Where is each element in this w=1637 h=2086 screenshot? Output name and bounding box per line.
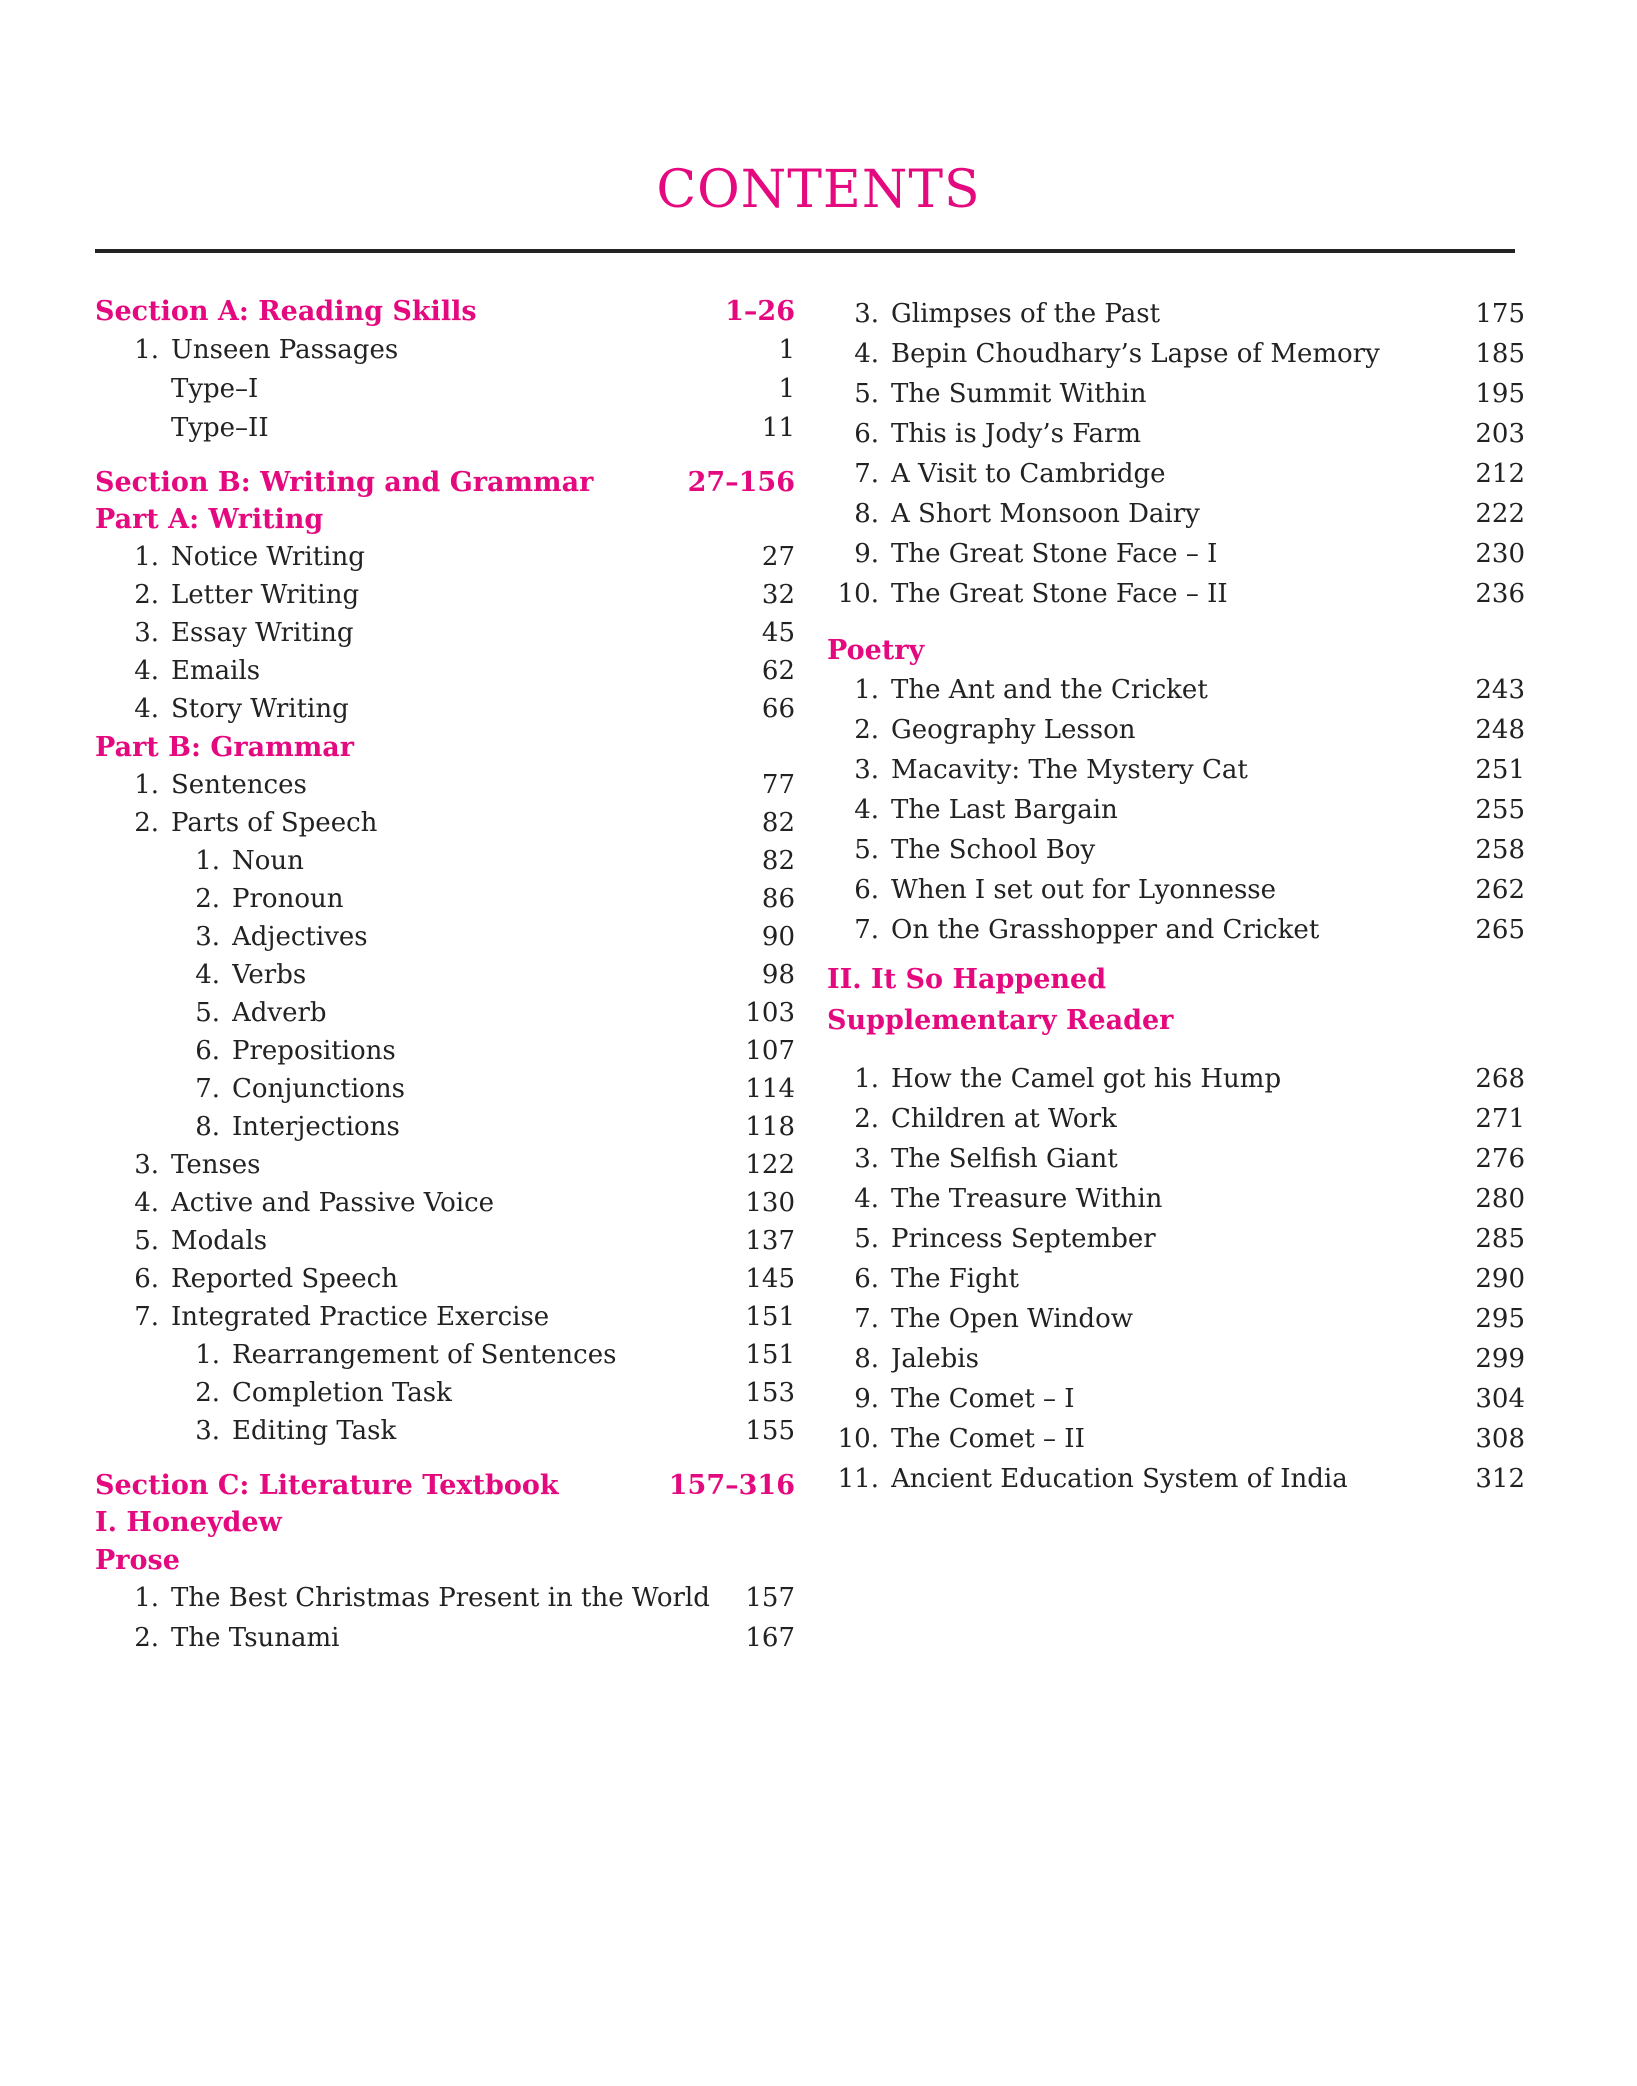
entry-page: 77	[761, 770, 795, 800]
toc-entry[interactable]	[827, 295, 1525, 333]
toc-entry[interactable]	[827, 1060, 1525, 1098]
entry-title: Ancient Education System of India	[891, 1464, 1348, 1494]
part-label: Part B: Grammar	[95, 731, 354, 763]
book-subtitle: Supplementary Reader	[827, 1004, 1174, 1036]
entry-number: 2.	[195, 1378, 220, 1408]
entry-title: The Ant and the Cricket	[891, 675, 1208, 705]
entry-number: 4.	[134, 694, 159, 724]
toc-entry[interactable]	[95, 804, 795, 842]
entry-page: 153	[745, 1378, 795, 1408]
entry-number: 7.	[854, 915, 879, 945]
entry-title: The Fight	[891, 1264, 1019, 1294]
toc-entry[interactable]	[95, 1222, 795, 1260]
entry-title: Children at Work	[891, 1104, 1117, 1134]
toc-entry[interactable]	[827, 871, 1525, 909]
entry-page: 185	[1475, 339, 1525, 369]
entry-number: 9.	[854, 539, 879, 569]
entry-title: Unseen Passages	[171, 335, 399, 365]
entry-page: 236	[1475, 579, 1525, 609]
toc-entry[interactable]	[827, 1380, 1525, 1418]
entry-title: Integrated Practice Exercise	[171, 1302, 550, 1332]
entry-number: 3.	[195, 922, 220, 952]
entry-page: 32	[761, 580, 795, 610]
toc-entry[interactable]	[827, 455, 1525, 493]
entry-number: 10.	[837, 1424, 879, 1454]
entry-page: 299	[1475, 1344, 1525, 1374]
page-range: 1–26	[725, 295, 795, 327]
entry-page: 145	[745, 1264, 795, 1294]
entry-title: Conjunctions	[232, 1074, 405, 1104]
entry-page: 285	[1475, 1224, 1525, 1254]
entry-page: 114	[745, 1074, 795, 1104]
entry-title: Noun	[232, 846, 304, 876]
genre-label: Poetry	[827, 634, 925, 666]
toc-entry[interactable]	[95, 1146, 795, 1184]
entry-page: 276	[1475, 1144, 1525, 1174]
toc-subentry[interactable]	[95, 880, 795, 918]
toc-entry[interactable]	[95, 1260, 795, 1298]
entry-number: 5.	[195, 998, 220, 1028]
entry-title: The Selfish Giant	[891, 1144, 1118, 1174]
entry-title: On the Grasshopper and Cricket	[891, 915, 1320, 945]
entry-title: Tenses	[171, 1150, 261, 1180]
toc-entry[interactable]	[827, 671, 1525, 709]
entry-title: Bepin Choudhary’s Lapse of Memory	[891, 339, 1380, 369]
page-range: 157–316	[668, 1469, 795, 1501]
entry-title: The Comet – II	[891, 1424, 1085, 1454]
toc-entry[interactable]	[827, 335, 1525, 373]
toc-subentry[interactable]	[95, 1412, 795, 1450]
toc-subentry[interactable]	[95, 956, 795, 994]
toc-subentry[interactable]	[95, 1032, 795, 1070]
entry-title: A Short Monsoon Dairy	[891, 499, 1200, 529]
entry-page: 118	[745, 1112, 795, 1142]
entry-number: 6.	[134, 1264, 159, 1294]
toc-entry[interactable]	[95, 652, 795, 690]
entry-number: 1.	[195, 1340, 220, 1370]
left-column	[95, 0, 795, 2086]
entry-page: 1	[778, 374, 795, 404]
entry-number: 6.	[854, 875, 879, 905]
entry-title: Completion Task	[232, 1378, 452, 1408]
entry-page: 90	[761, 922, 795, 952]
entry-number: 3.	[854, 755, 879, 785]
entry-number: 8.	[854, 499, 879, 529]
entry-page: 265	[1475, 915, 1525, 945]
entry-title: Story Writing	[171, 694, 349, 724]
section-label: Section B: Writing and Grammar	[95, 466, 594, 498]
toc-entry[interactable]	[827, 711, 1525, 749]
toc-entry[interactable]	[95, 1579, 795, 1617]
poetry-heading[interactable]	[827, 631, 1525, 669]
entry-page: 1	[778, 335, 795, 365]
book-label: I. Honeydew	[95, 1506, 282, 1538]
entry-number: 1.	[134, 542, 159, 572]
entry-title: Adverb	[232, 998, 327, 1028]
entry-title: Essay Writing	[171, 618, 354, 648]
entry-title: The School Boy	[891, 835, 1096, 865]
entry-number: 5.	[854, 835, 879, 865]
entry-title: The Summit Within	[891, 379, 1147, 409]
entry-title: Rearrangement of Sentences	[232, 1340, 617, 1370]
entry-page: 157	[745, 1583, 795, 1613]
entry-title: Jalebis	[891, 1344, 979, 1374]
toc-entry[interactable]	[827, 495, 1525, 533]
entry-title: Emails	[171, 656, 261, 686]
toc-entry[interactable]	[827, 1100, 1525, 1138]
entry-title: The Tsunami	[171, 1623, 340, 1653]
entry-page: 258	[1475, 835, 1525, 865]
toc-entry[interactable]	[827, 831, 1525, 869]
entry-title: Macavity: The Mystery Cat	[891, 755, 1248, 785]
entry-title: Modals	[171, 1226, 268, 1256]
entry-page: 262	[1475, 875, 1525, 905]
entry-number: 7.	[854, 1304, 879, 1334]
toc-entry[interactable]	[95, 331, 795, 369]
toc-entry[interactable]	[827, 1220, 1525, 1258]
entry-page: 212	[1475, 459, 1525, 489]
entry-title: Pronoun	[232, 884, 344, 914]
toc-entry[interactable]	[827, 1260, 1525, 1298]
entry-title: A Visit to Cambridge	[891, 459, 1166, 489]
toc-entry[interactable]	[827, 415, 1525, 453]
toc-entry[interactable]	[95, 370, 795, 408]
entry-number: 3.	[854, 299, 879, 329]
entry-page: 122	[745, 1150, 795, 1180]
entry-title: The Great Stone Face – II	[891, 579, 1228, 609]
entry-number: 2.	[854, 1104, 879, 1134]
toc-entry[interactable]	[827, 1460, 1525, 1498]
entry-number: 4.	[134, 1188, 159, 1218]
entry-number: 4.	[854, 339, 879, 369]
entry-number: 4.	[195, 960, 220, 990]
entry-page: 66	[761, 694, 795, 724]
entry-number: 4.	[854, 1184, 879, 1214]
entry-page: 103	[745, 998, 795, 1028]
entry-number: 3.	[195, 1416, 220, 1446]
toc-entry[interactable]	[827, 575, 1525, 613]
entry-page: 312	[1475, 1464, 1525, 1494]
toc-subentry[interactable]	[95, 1374, 795, 1412]
entry-page: 271	[1475, 1104, 1525, 1134]
entry-number: 1.	[134, 770, 159, 800]
entry-title: Adjectives	[232, 922, 368, 952]
entry-number: 3.	[134, 618, 159, 648]
entry-number: 2.	[195, 884, 220, 914]
toc-entry[interactable]	[827, 1420, 1525, 1458]
entry-page: 175	[1475, 299, 1525, 329]
toc-subentry[interactable]	[95, 1336, 795, 1374]
entry-page: 248	[1475, 715, 1525, 745]
entry-number: 1.	[854, 1064, 879, 1094]
entry-number: 3.	[134, 1150, 159, 1180]
entry-title: Parts of Speech	[171, 808, 378, 838]
toc-subentry[interactable]	[95, 994, 795, 1032]
entry-page: 82	[761, 846, 795, 876]
entry-number: 5.	[134, 1226, 159, 1256]
entry-page: 203	[1475, 419, 1525, 449]
entry-title: The Great Stone Face – I	[891, 539, 1218, 569]
entry-page: 86	[761, 884, 795, 914]
entry-title: Interjections	[232, 1112, 400, 1142]
entry-page: 280	[1475, 1184, 1525, 1214]
toc-entry[interactable]	[95, 576, 795, 614]
entry-page: 167	[745, 1623, 795, 1653]
toc-entry[interactable]	[827, 535, 1525, 573]
entry-number: 1.	[854, 675, 879, 705]
entry-title: The Comet – I	[891, 1384, 1075, 1414]
entry-title: Editing Task	[232, 1416, 397, 1446]
section-label: Section C: Literature Textbook	[95, 1469, 559, 1501]
toc-entry[interactable]	[95, 766, 795, 804]
entry-page: 295	[1475, 1304, 1525, 1334]
toc-subentry[interactable]	[95, 1070, 795, 1108]
toc-entry[interactable]	[827, 751, 1525, 789]
entry-page: 130	[745, 1188, 795, 1218]
book-label: II. It So Happened	[827, 963, 1107, 995]
entry-number: 4.	[134, 656, 159, 686]
supplementary-reader-heading[interactable]	[827, 1001, 1525, 1039]
toc-entry[interactable]	[827, 911, 1525, 949]
toc-subentry[interactable]	[95, 842, 795, 880]
toc-entry[interactable]	[95, 1298, 795, 1336]
entry-number: 6.	[854, 1264, 879, 1294]
entry-number: 2.	[134, 580, 159, 610]
entry-number: 7.	[134, 1302, 159, 1332]
it-so-happened-heading[interactable]	[827, 960, 1525, 998]
entry-title: Prepositions	[232, 1036, 396, 1066]
entry-number: 1.	[134, 335, 159, 365]
entry-number: 2.	[134, 1623, 159, 1653]
toc-subentry[interactable]	[95, 918, 795, 956]
entry-page: 230	[1475, 539, 1525, 569]
entry-number: 8.	[854, 1344, 879, 1374]
toc-entry[interactable]	[95, 409, 795, 447]
entry-page: 308	[1475, 1424, 1525, 1454]
entry-title: Type–II	[171, 413, 269, 443]
genre-label: Prose	[95, 1544, 180, 1576]
entry-number: 7.	[195, 1074, 220, 1104]
entry-title: Reported Speech	[171, 1264, 398, 1294]
entry-page: 155	[745, 1416, 795, 1446]
entry-title: Letter Writing	[171, 580, 360, 610]
entry-title: The Best Christmas Present in the World	[171, 1583, 710, 1613]
page-title: CONTENTS	[656, 160, 981, 220]
section-label: Section A: Reading Skills	[95, 295, 477, 327]
entry-title: The Treasure Within	[891, 1184, 1163, 1214]
toc-entry[interactable]	[95, 690, 795, 728]
toc-entry[interactable]	[827, 1180, 1525, 1218]
entry-title: Geography Lesson	[891, 715, 1136, 745]
toc-entry[interactable]	[95, 538, 795, 576]
entry-number: 4.	[854, 795, 879, 825]
entry-title: The Open Window	[891, 1304, 1133, 1334]
entry-title: Glimpses of the Past	[891, 299, 1161, 329]
entry-number: 10.	[837, 579, 879, 609]
entry-title: Active and Passive Voice	[171, 1188, 495, 1218]
toc-entry[interactable]	[827, 1300, 1525, 1338]
section-b-heading[interactable]	[95, 463, 795, 501]
entry-page: 243	[1475, 675, 1525, 705]
entry-page: 107	[745, 1036, 795, 1066]
honeydew-heading[interactable]	[95, 1503, 795, 1541]
toc-entry[interactable]	[95, 1184, 795, 1222]
entry-page: 137	[745, 1226, 795, 1256]
entry-number: 11.	[837, 1464, 879, 1494]
entry-page: 11	[761, 413, 795, 443]
part-label: Part A: Writing	[95, 503, 324, 535]
entry-page: 151	[745, 1302, 795, 1332]
toc-entry[interactable]	[95, 1619, 795, 1657]
right-column	[827, 0, 1525, 2086]
entry-number: 6.	[195, 1036, 220, 1066]
toc-entry[interactable]	[827, 1140, 1525, 1178]
entry-title: Notice Writing	[171, 542, 365, 572]
entry-title: Verbs	[232, 960, 307, 990]
section-c-heading[interactable]	[95, 1466, 795, 1504]
entry-title: Type–I	[171, 374, 259, 404]
part-a-heading[interactable]	[95, 500, 795, 538]
entry-number: 3.	[854, 1144, 879, 1174]
toc-entry[interactable]	[95, 614, 795, 652]
entry-page: 268	[1475, 1064, 1525, 1094]
entry-page: 45	[761, 618, 795, 648]
entry-number: 1.	[134, 1583, 159, 1613]
entry-page: 251	[1475, 755, 1525, 785]
toc-entry[interactable]	[827, 1340, 1525, 1378]
entry-title: How the Camel got his Hump	[891, 1064, 1282, 1094]
entry-page: 290	[1475, 1264, 1525, 1294]
part-b-heading[interactable]	[95, 728, 795, 766]
entry-number: 2.	[854, 715, 879, 745]
entry-number: 5.	[854, 379, 879, 409]
entry-title: When I set out for Lyonnesse	[891, 875, 1277, 905]
section-a-heading[interactable]	[95, 292, 795, 330]
entry-title: This is Jody’s Farm	[891, 419, 1142, 449]
entry-number: 5.	[854, 1224, 879, 1254]
entry-page: 151	[745, 1340, 795, 1370]
entry-page: 98	[761, 960, 795, 990]
entry-page: 62	[761, 656, 795, 686]
entry-page: 222	[1475, 499, 1525, 529]
entry-title: Sentences	[171, 770, 307, 800]
entry-number: 1.	[195, 846, 220, 876]
toc-entry[interactable]	[827, 791, 1525, 829]
entry-title: Princess September	[891, 1224, 1156, 1254]
entry-number: 2.	[134, 808, 159, 838]
entry-page: 82	[761, 808, 795, 838]
entry-number: 9.	[854, 1384, 879, 1414]
prose-heading[interactable]	[95, 1541, 795, 1579]
entry-page: 195	[1475, 379, 1525, 409]
entry-page: 27	[761, 542, 795, 572]
page-range: 27–156	[687, 466, 795, 498]
toc-entry[interactable]	[827, 375, 1525, 413]
entry-page: 304	[1475, 1384, 1525, 1414]
entry-page: 255	[1475, 795, 1525, 825]
entry-title: The Last Bargain	[891, 795, 1118, 825]
entry-number: 8.	[195, 1112, 220, 1142]
entry-number: 7.	[854, 459, 879, 489]
toc-subentry[interactable]	[95, 1108, 795, 1146]
entry-number: 6.	[854, 419, 879, 449]
